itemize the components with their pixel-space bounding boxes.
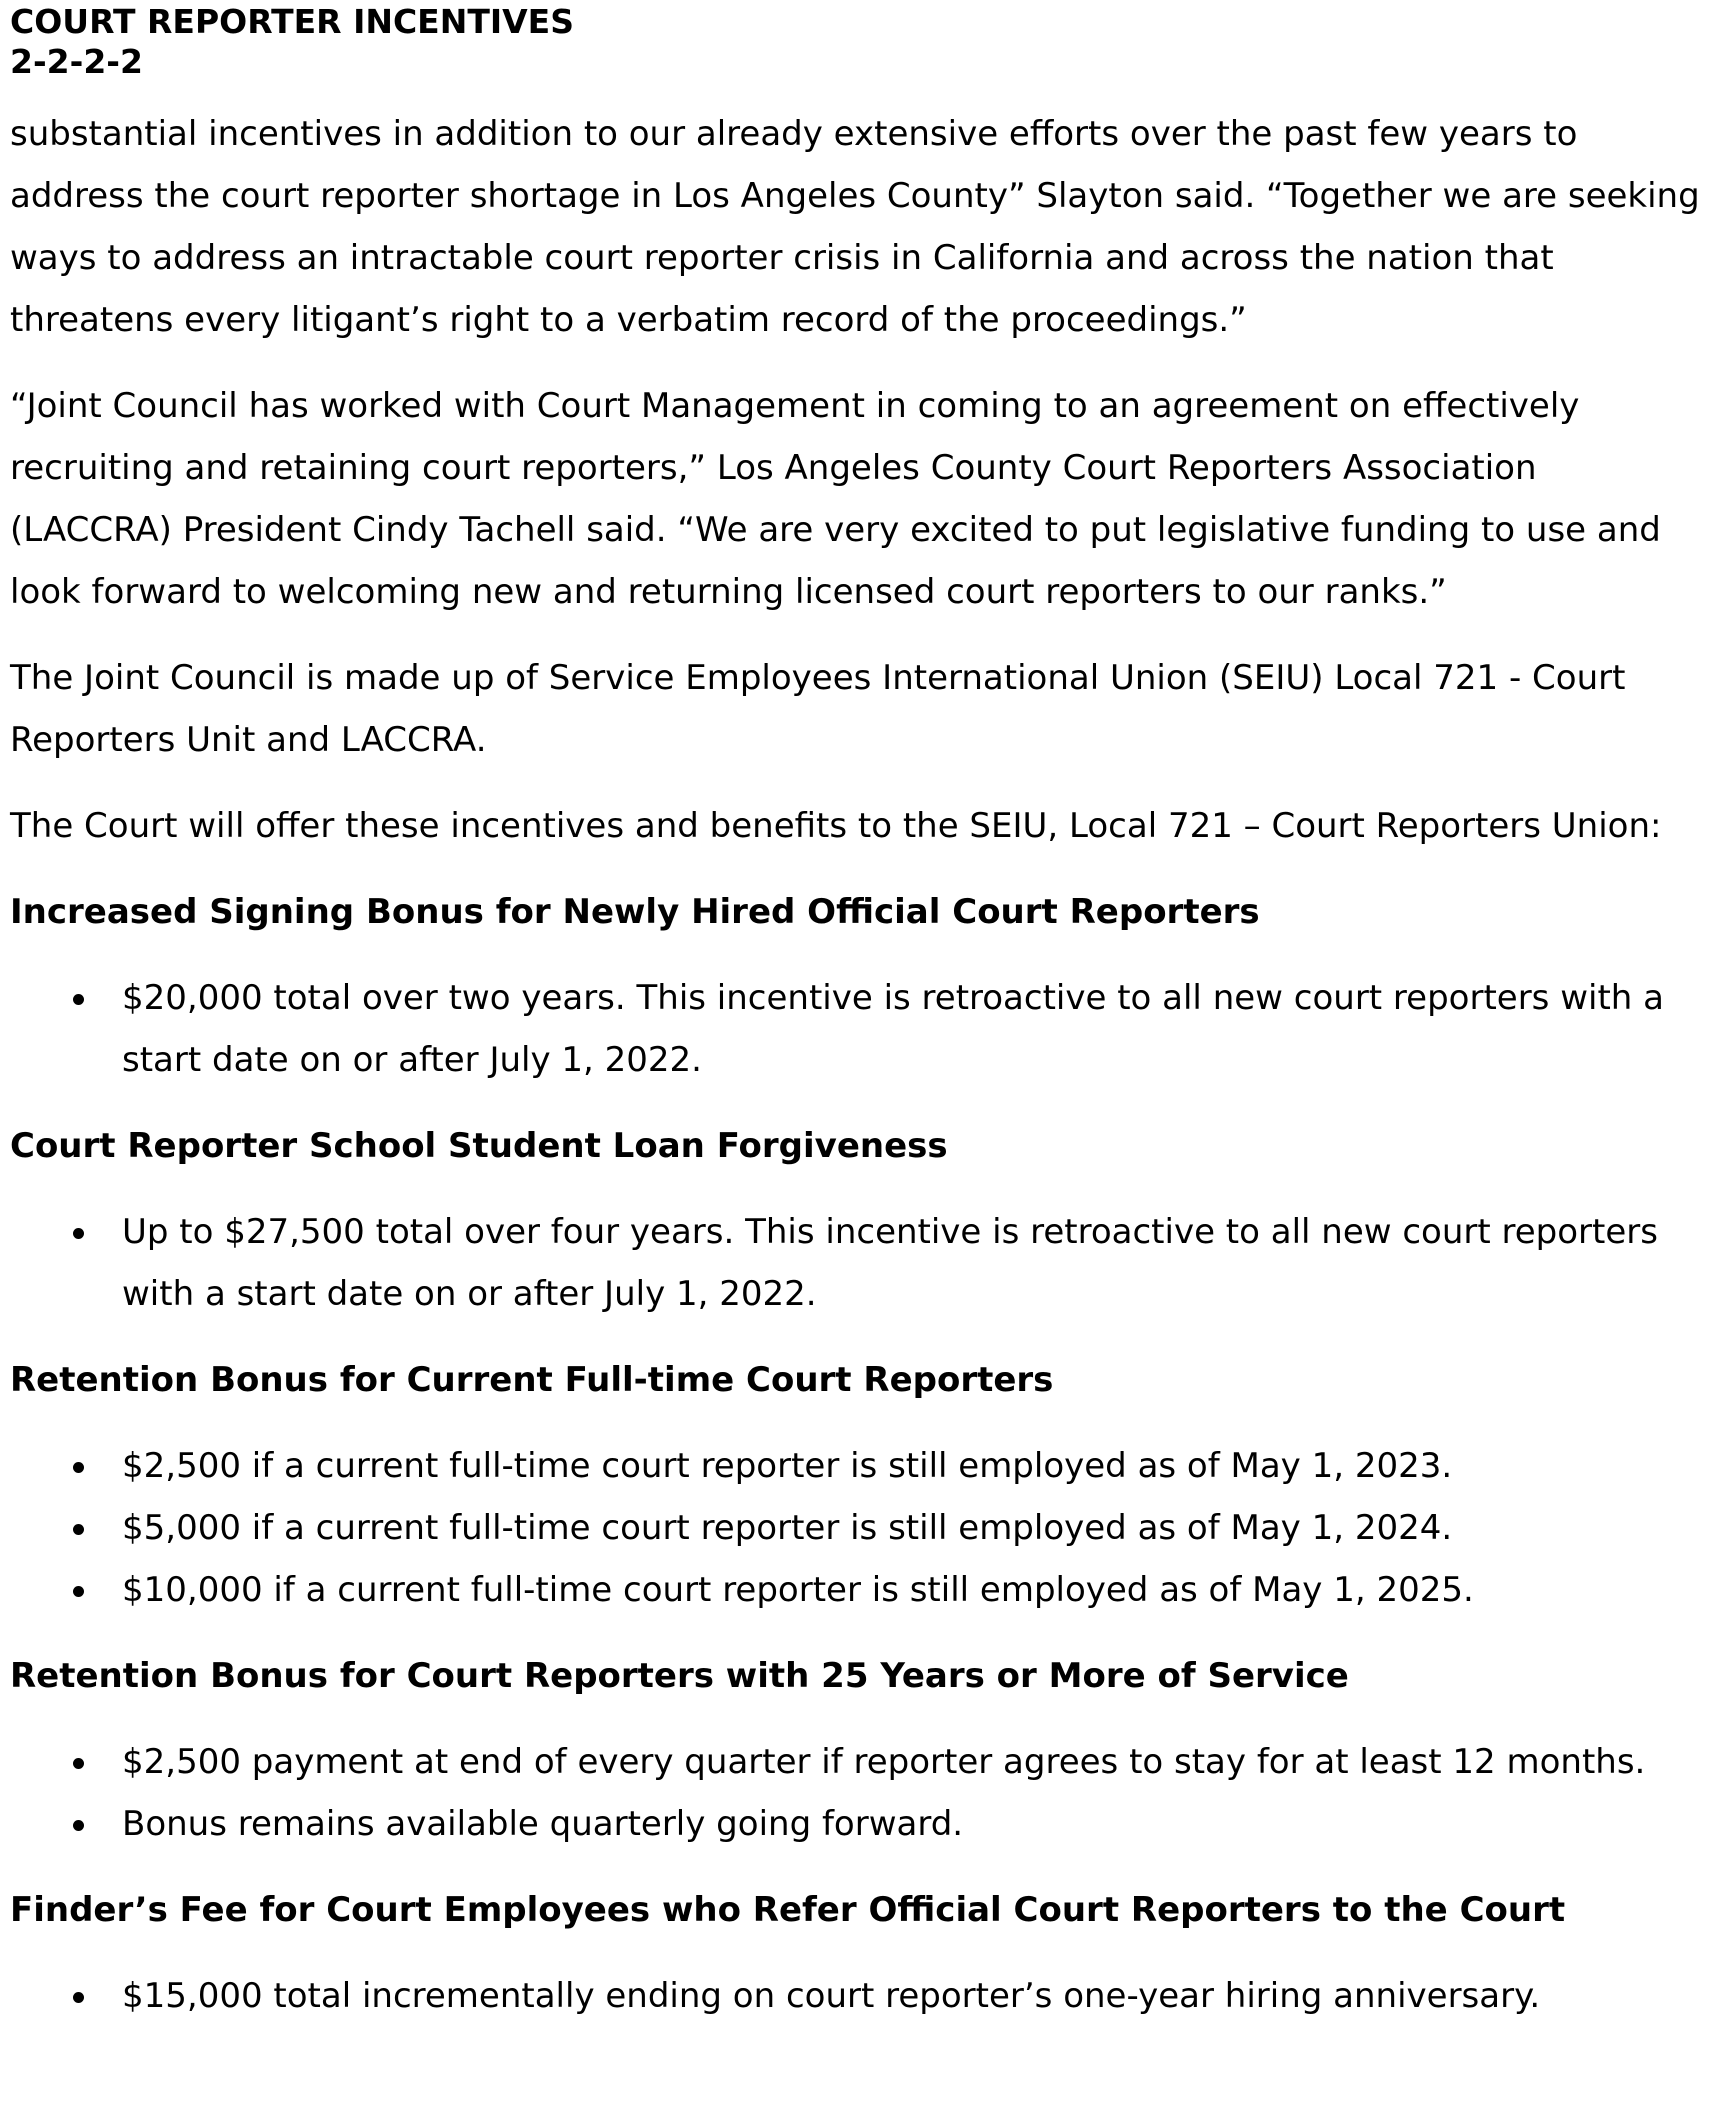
document-page xyxy=(10,0,1700,2027)
list-item-text: $2,500 if a current full-time court reporter is still employed as of May 1, 2023. xyxy=(122,1446,1453,1486)
list-item xyxy=(10,1731,1700,1793)
section-heading: Increased Signing Bonus for Newly Hired Official Court Reporters xyxy=(10,892,1260,932)
body-paragraph: “Joint Council has worked with Court Management in coming to an agreement on effectively recruiting and retaining court reporters,” Los Angeles County Court Reporters Association (LACCRA) President Cindy Tachell said. “We are very excited to put legislative funding to use and look forward to welcoming new and returning licensed court reporters to our ranks.” xyxy=(10,386,1661,612)
incentive-section xyxy=(10,1645,1700,1855)
list-item xyxy=(10,1965,1700,2027)
body-paragraph: The Joint Council is made up of Service Employees International Union (SEIU) Local 721 - Court Reporters Unit and LACCRA. xyxy=(10,658,1626,760)
bullet-list xyxy=(10,1965,1700,2027)
list-item-text: $5,000 if a current full-time court reporter is still employed as of May 1, 2024. xyxy=(122,1508,1453,1548)
bullet-list xyxy=(10,1731,1700,1855)
incentive-section xyxy=(10,1349,1700,1621)
list-item-text: Bonus remains available quarterly going forward. xyxy=(122,1804,964,1844)
bullet-dot xyxy=(73,994,84,1005)
list-item xyxy=(10,967,1700,1091)
bullet-dot xyxy=(73,1524,84,1535)
list-item-text: $20,000 total over two years. This incentive is retroactive to all new court reporters with a start date on or after July 1, 2022. xyxy=(122,978,1664,1080)
list-item-text: $15,000 total incrementally ending on court reporter’s one-year hiring anniversary. xyxy=(122,1976,1541,2016)
bullet-dot xyxy=(73,1758,84,1769)
document-title: COURT REPORTER INCENTIVES xyxy=(10,2,574,41)
bullet-dot xyxy=(73,1228,84,1239)
list-item xyxy=(10,1435,1700,1497)
bullet-dot xyxy=(73,1992,84,2003)
document-header xyxy=(10,2,1700,82)
bullet-dot xyxy=(73,1462,84,1473)
list-item-text: $10,000 if a current full-time court reporter is still employed as of May 1, 2025. xyxy=(122,1570,1474,1610)
list-item xyxy=(10,1793,1700,1855)
body-paragraph: The Court will offer these incentives and benefits to the SEIU, Local 721 – Court Reporters Union: xyxy=(10,806,1662,846)
list-item xyxy=(10,1201,1700,1325)
bullet-list xyxy=(10,1435,1700,1621)
section-heading: Finder’s Fee for Court Employees who Refer Official Court Reporters to the Court xyxy=(10,1890,1566,1930)
body-paragraph: substantial incentives in addition to our already extensive efforts over the past few years to address the court reporter shortage in Los Angeles County” Slayton said. “Together we are seeking ways to address an intractable court reporter crisis in California and across the nation that threatens every litigant’s right to a verbatim record of the proceedings.” xyxy=(10,114,1700,340)
incentive-section xyxy=(10,881,1700,1091)
bullet-list xyxy=(10,1201,1700,1325)
list-item xyxy=(10,1497,1700,1559)
list-item xyxy=(10,1559,1700,1621)
page-marker: 2-2-2-2 xyxy=(10,42,143,81)
list-item-text: $2,500 payment at end of every quarter if reporter agrees to stay for at least 12 months. xyxy=(122,1742,1646,1782)
section-heading: Retention Bonus for Current Full-time Court Reporters xyxy=(10,1360,1054,1400)
bullet-list xyxy=(10,967,1700,1091)
incentive-section xyxy=(10,1879,1700,2027)
bullet-dot xyxy=(73,1820,84,1831)
incentive-section xyxy=(10,1115,1700,1325)
section-heading: Retention Bonus for Court Reporters with 25 Years or More of Service xyxy=(10,1656,1349,1696)
list-item-text: Up to $27,500 total over four years. This incentive is retroactive to all new court reporters with a start date on or after July 1, 2022. xyxy=(122,1212,1658,1314)
section-heading: Court Reporter School Student Loan Forgiveness xyxy=(10,1126,948,1166)
bullet-dot xyxy=(73,1586,84,1597)
